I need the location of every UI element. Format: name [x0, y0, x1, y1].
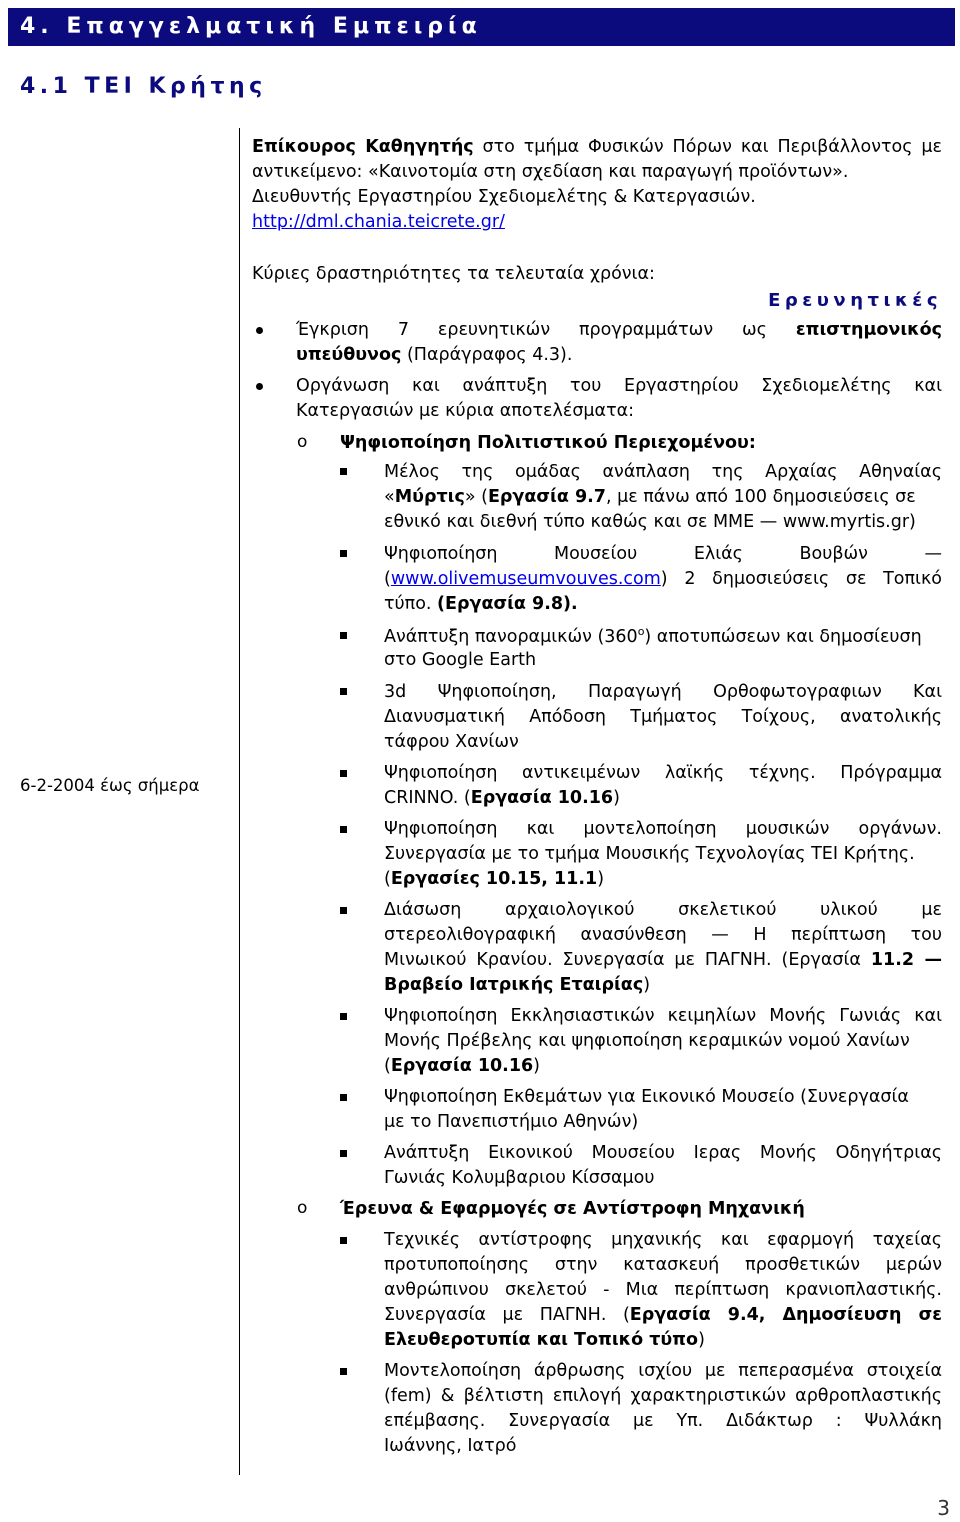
square-bullet-icon [340, 770, 347, 777]
sub1-title: Ψηφιοποίηση Πολιτιστικού Περιεχομένου: [340, 433, 756, 453]
intro-line-2: αντικείμενο: «Καινοτομία στη σχεδίαση και παραγωγή προϊόντων». [252, 162, 849, 182]
research-heading: Ερευνητικές [768, 290, 942, 311]
sub1-item-8-line-2: Μονής Πρέβελης και ψηφιοποίηση κεραμικών νομού Χανίων [384, 1031, 910, 1051]
page-number: 3 [937, 1496, 950, 1520]
circle-bullet-icon: o [297, 1198, 308, 1218]
square-bullet-icon [340, 1237, 347, 1244]
sub2-item-1-line-3: ανθρώπινου σκελετού - Μια περίπτωση κρανιοπλαστικής. [384, 1280, 942, 1300]
sub1-item-4-line-3: τάφρου Χανίων [384, 732, 519, 752]
sub1-item-8-line-1: Ψηφιοποίηση Εκκλησιαστικών κειμηλίων Μονής Γωνιάς και [384, 1006, 942, 1026]
square-bullet-icon [340, 826, 347, 833]
sub1-item-1-line-2: «Μύρτις» (Εργασία 9.7, με πάνω από 100 δημοσιεύσεις σε [384, 487, 916, 507]
square-bullet-icon [340, 1013, 347, 1020]
sub1-item-7-line-2: στερεολιθογραφική ανασύνθεση — Η περίπτωση του [384, 925, 942, 945]
bullet-icon [256, 327, 263, 334]
intro-line-1: Επίκουρος Καθηγητής στο τμήμα Φυσικών Πόρων και Περιβάλλοντος με [252, 137, 942, 157]
intro-line-3: Διευθυντής Εργαστηρίου Σχεδιομελέτης & Κατεργασιών. [252, 187, 756, 207]
sub1-item-3-line-2: στο Google Earth [384, 650, 537, 670]
sub1-item-7-line-3: Μινωικού Κρανίου. Συνεργασία με ΠΑΓΝΗ. (Εργασία 11.2 — [384, 950, 942, 970]
bullet-icon [256, 383, 263, 390]
square-bullet-icon [340, 550, 347, 557]
sub2-item-2-line-4: Ιωάννης, Ιατρό [384, 1436, 517, 1456]
sub1-item-9-line-1: Ψηφιοποίηση Εκθεμάτων για Εικονικό Μουσείο (Συνεργασία [384, 1087, 909, 1107]
activities-label: Κύριες δραστηριότητες τα τελευταία χρόνια: [252, 264, 655, 284]
sub1-item-6-line-3: (Εργασίες 10.15, 11.1) [384, 869, 605, 889]
circle-bullet-icon: o [297, 432, 308, 452]
sub1-item-1-line-1: Μέλος της ομάδας ανάπλαση της Αρχαίας Αθηναίας [384, 462, 942, 482]
sub1-item-2-line-1: Ψηφιοποίηση Μουσείου Ελιάς Βουβών — [384, 544, 942, 564]
square-bullet-icon [340, 632, 347, 639]
sub1-item-6-line-2: Συνεργασία με το τμήμα Μουσικής Τεχνολογίας ΤΕΙ Κρήτης. [384, 844, 915, 864]
sub1-item-4-line-1: 3d Ψηφιοποίηση, Παραγωγή Ορθοφωτογραφιων Και [384, 682, 942, 702]
sub2-item-1-line-2: προτυποποίησης στην κατασκευή προσθετικών μερών [384, 1255, 942, 1275]
square-bullet-icon [340, 468, 347, 475]
lab-link[interactable]: http://dml.chania.teicrete.gr/ [252, 212, 505, 232]
square-bullet-icon [340, 907, 347, 914]
bullet-1-line-2: υπεύθυνος (Παράγραφος 4.3). [296, 345, 573, 365]
square-bullet-icon [340, 1368, 347, 1375]
sub2-item-2-line-3: επέμβασης. Συνεργασία με Υπ. Διδάκτωρ : Ψυλλάκη [384, 1411, 942, 1431]
sub1-item-1-line-3: εθνικό και διεθνή τύπο καθώς και σε ΜΜΕ — www.myrtis.gr) [384, 512, 916, 532]
square-bullet-icon [340, 688, 347, 695]
olive-museum-link[interactable]: www.olivemuseumvouves.com [390, 569, 661, 589]
sub2-title: Έρευνα & Εφαρμογές σε Αντίστροφη Μηχανική [340, 1199, 805, 1219]
sub2-item-1-line-5: Ελευθεροτυπία και Τοπικό τύπο) [384, 1330, 705, 1350]
column-divider [239, 128, 240, 1475]
square-bullet-icon [340, 1150, 347, 1157]
sub1-item-10-line-1: Ανάπτυξη Εικονικού Μουσείου Ιερας Μονής Οδηγήτριας [384, 1143, 942, 1163]
sub1-item-3-line-1: Ανάπτυξη πανοραμικών (360$^o$) αποτυπώσεων και δημοσίευση [384, 625, 922, 647]
sub2-item-2-line-2: (fem) & βέλτιστη επιλογή χαρακτηριστικών αρθροπλαστικής [384, 1386, 942, 1406]
sub1-item-2-line-2: (www.olivemuseumvouves.com) 2 δημοσιεύσεις σε Τοπικό [384, 569, 942, 589]
sub2-item-2-line-1: Μοντελοποίηση άρθρωσης ισχίου με πεπερασμένα στοιχεία [384, 1361, 942, 1381]
sub1-item-7-line-4: Βραβείο Ιατρικής Εταιρίας) [384, 975, 651, 995]
sub1-item-7-line-1: Διάσωση αρχαιολογικού σκελετικού υλικού με [384, 900, 942, 920]
sub1-item-5-line-1: Ψηφιοποίηση αντικειμένων λαϊκής τέχνης. Πρόγραμμα [384, 763, 942, 783]
bullet-1-line-1: Έγκριση 7 ερευνητικών προγραμμάτων ως επιστημονικός [296, 320, 942, 340]
sub1-item-9-line-2: με το Πανεπιστήμιο Αθηνών) [384, 1112, 639, 1132]
sub1-item-8-line-3: (Εργασία 10.16) [384, 1056, 540, 1076]
square-bullet-icon [340, 1094, 347, 1101]
bullet-2-line-2: Κατεργασιών με κύρια αποτελέσματα: [296, 401, 635, 421]
sub1-item-5-line-2: CRINNO. (Εργασία 10.16) [384, 788, 620, 808]
sub2-item-1-line-1: Τεχνικές αντίστροφης μηχανικής και εφαρμογή ταχείας [384, 1230, 942, 1250]
subsection-title: 4.1 ΤΕΙ Κρήτης [20, 74, 267, 99]
section-title: 4. Επαγγελματική Εμπειρία [8, 8, 955, 46]
sub1-item-6-line-1: Ψηφιοποίηση και μοντελοποίηση μουσικών οργάνων. [384, 819, 942, 839]
sub2-item-1-line-4: Συνεργασία με ΠΑΓΝΗ. (Εργασία 9.4, Δημοσίευση σε [384, 1305, 942, 1325]
sub1-item-10-line-2: Γωνιάς Κολυμβαριου Κίσσαμου [384, 1168, 655, 1188]
period: 6-2-2004 έως σήμερα [20, 776, 200, 795]
bullet-2-line-1: Οργάνωση και ανάπτυξη του Εργαστηρίου Σχεδιομελέτης και [296, 376, 942, 396]
sub1-item-2-line-3: τύπο. (Εργασία 9.8). [384, 594, 578, 614]
sub1-item-4-line-2: Διανυσματική Απόδοση Τμήματος Τοίχους, ανατολικής [384, 707, 942, 727]
